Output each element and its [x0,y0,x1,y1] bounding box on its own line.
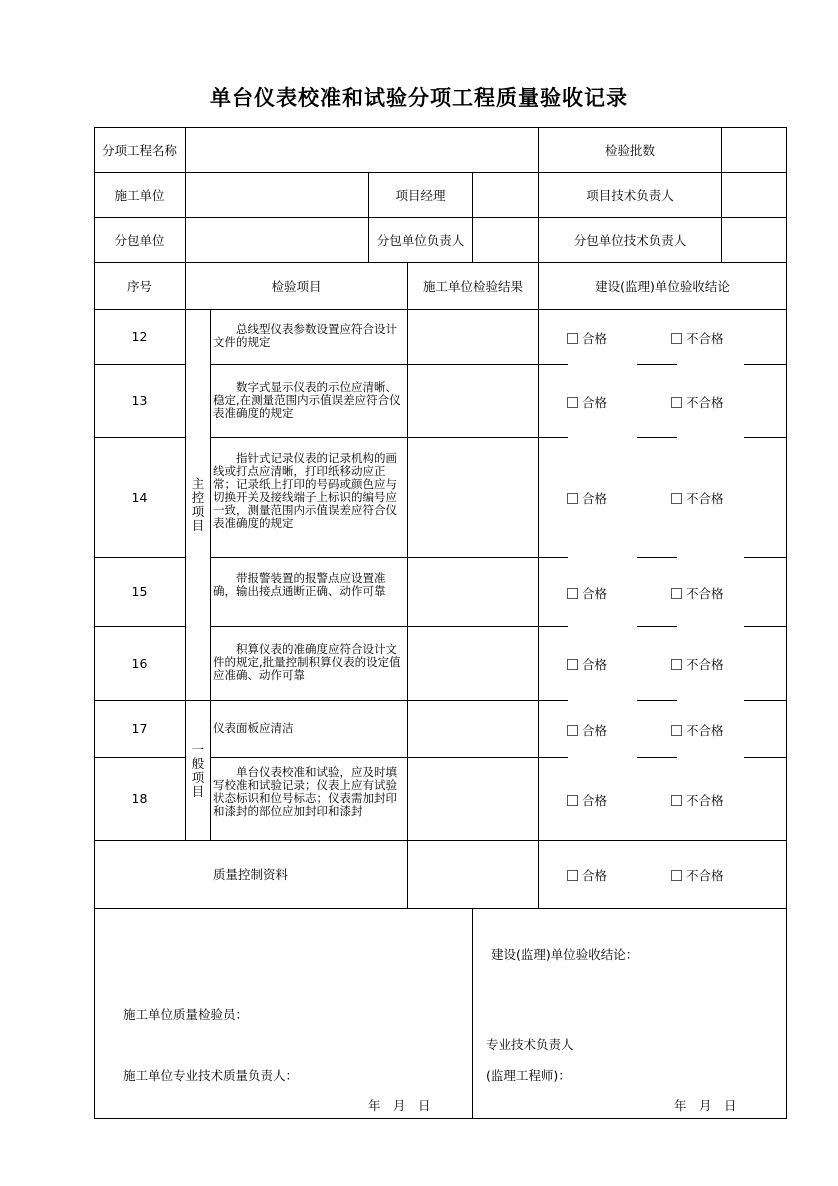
checkbox-box-icon [567,870,578,881]
subcontractor-label: 分包单位 [114,232,165,248]
checkbox-box-icon [671,870,682,881]
row-result-input[interactable] [408,309,538,364]
pass-label: 合格 [582,491,608,506]
checkbox-box-icon [671,333,682,344]
conclusion-divider [637,700,677,701]
quality-control-label: 质量控制资料 [212,867,288,882]
conclusion-divider [744,557,787,558]
subcontractor-value[interactable] [186,217,368,262]
checkbox-box-icon [671,397,682,408]
row-result-input[interactable] [408,757,538,840]
fail-label: 不合格 [686,868,724,883]
sub-project-name-label: 分项工程名称 [101,142,177,158]
checkbox-box-icon [671,588,682,599]
row-divider [94,908,787,909]
construction-unit-value[interactable] [186,172,368,217]
pass-checkbox[interactable] [567,721,607,739]
construction-unit-label: 施工单位 [114,187,165,203]
subcontractor-lead-label: 分包单位负责人 [376,232,465,248]
row-no: 14 [131,489,148,505]
project-tech-lead-label: 项目技术负责人 [586,187,674,203]
row-item-text: 单台仪表校准和试验，应及时填写校准和试验记录；仪表上应有试验状态标识和位号标志；仪表需加封印和漆封的部位应加封印和漆封 [213,765,397,818]
conclusion-divider [538,757,568,758]
construction-tech-lead-label: 施工单位专业技术质量负责人： [123,1068,299,1083]
supervisor-conclusion-label: 建设(监理)单位验收结论： [491,947,639,962]
row-no: 17 [131,721,148,736]
row-no: 13 [131,393,148,408]
row-item-text: 总线型仪表参数设置应符合设计文件的规定 [213,322,397,349]
checkbox-box-icon [567,659,578,670]
project-manager-value[interactable] [473,172,538,217]
pass-label: 合格 [582,657,608,672]
checkbox-box-icon [671,493,682,504]
subcontractor-lead-value[interactable] [473,217,538,262]
pass-checkbox[interactable] [567,791,607,809]
pass-label: 合格 [582,793,608,808]
pass-checkbox[interactable] [567,393,607,411]
conclusion-divider [538,364,568,365]
pass-label: 合格 [582,395,608,410]
conclusion-divider [637,437,677,438]
supervisor-engineer-label: (监理工程师)： [486,1068,571,1083]
project-manager-label: 项目经理 [395,187,446,203]
subcontractor-tech-lead-value[interactable] [722,217,786,262]
group-general-label: 一般项目 [191,742,205,799]
quality-control-result-input[interactable] [408,840,538,908]
row-item-text: 仪表面板应清洁 [213,721,294,735]
fail-checkbox[interactable] [671,655,724,673]
col-divider [210,309,211,840]
fail-label: 不合格 [686,793,724,808]
right-date: 年 月 日 [674,1098,737,1113]
row-no: 16 [131,655,148,671]
row-item-text: 带报警装置的报警点应设置准确，输出接点通断正确、动作可靠 [213,571,386,598]
row-item-text: 积算仪表的准确度应符合设计文件的规定,批量控制积算仪表的设定值应准确、动作可靠 [213,642,401,682]
fail-label: 不合格 [686,395,724,410]
acceptance-table [94,127,787,1119]
tech-lead-label: 专业技术负责人 [486,1037,574,1052]
checkbox-box-icon [567,333,578,344]
inspection-batch-label: 检验批数 [604,142,655,158]
checkbox-box-icon [671,659,682,670]
table-border-bottom [94,1118,787,1119]
pass-checkbox[interactable] [567,866,607,884]
pass-checkbox[interactable] [567,655,607,673]
row-result-input[interactable] [408,557,538,626]
conclusion-divider [637,757,677,758]
column-header-result: 施工单位检验结果 [422,278,523,294]
subcontractor-tech-lead-label: 分包单位技术负责人 [573,232,687,248]
row-result-input[interactable] [408,364,538,437]
pass-label: 合格 [582,586,608,601]
checkbox-box-icon [567,493,578,504]
fail-label: 不合格 [686,331,724,346]
inspection-batch-value[interactable] [722,127,786,172]
fail-checkbox[interactable] [671,721,724,739]
conclusion-divider [637,364,677,365]
fail-checkbox[interactable] [671,866,724,884]
pass-label: 合格 [582,868,608,883]
row-no: 12 [131,329,148,344]
conclusion-divider [538,557,568,558]
checkbox-box-icon [567,725,578,736]
checkbox-box-icon [567,588,578,599]
pass-checkbox[interactable] [567,489,607,507]
pass-checkbox[interactable] [567,584,607,602]
fail-checkbox[interactable] [671,329,724,347]
col-divider [472,908,473,1119]
col-divider [185,262,186,840]
pass-label: 合格 [582,723,608,738]
conclusion-divider [637,626,677,627]
fail-label: 不合格 [686,657,724,672]
row-no: 18 [131,791,148,806]
pass-checkbox[interactable] [567,329,607,347]
pass-label: 合格 [582,331,608,346]
conclusion-divider [637,557,677,558]
fail-checkbox[interactable] [671,584,724,602]
conclusion-divider [538,437,568,438]
left-date: 年 月 日 [368,1098,431,1113]
checkbox-box-icon [567,397,578,408]
fail-label: 不合格 [686,491,724,506]
conclusion-divider [538,626,568,627]
row-result-input[interactable] [408,700,538,757]
conclusion-divider [744,437,787,438]
checkbox-box-icon [671,795,682,806]
group-main-label: 主控项目 [191,476,205,533]
project-tech-lead-value[interactable] [722,172,786,217]
fail-label: 不合格 [686,586,724,601]
conclusion-divider [538,700,568,701]
row-result-input[interactable] [408,437,538,557]
conclusion-divider [744,626,787,627]
conclusion-divider [744,364,787,365]
row-result-input[interactable] [408,626,538,700]
conclusion-divider [744,700,787,701]
checkbox-box-icon [567,795,578,806]
conclusion-divider [744,757,787,758]
column-header-conclusion: 建设(监理)单位验收结论 [595,278,730,294]
construction-inspector-label: 施工单位质量检验员： [123,1007,249,1022]
fail-checkbox[interactable] [671,393,724,411]
column-header-item: 检验项目 [271,278,322,294]
sub-project-name-value[interactable] [186,127,538,172]
fail-checkbox[interactable] [671,489,724,507]
fail-label: 不合格 [686,723,724,738]
checkbox-box-icon [671,725,682,736]
row-item-text: 指针式记录仪表的记录机构的画线或打点应清晰，打印纸移动应正常；记录纸上打印的号码或颜色应与切换开关及接线端子上标识的编号应一致，测量范围内示值误差应符合仪表准确度的规定 [213,451,397,530]
fail-checkbox[interactable] [671,791,724,809]
table-border-right [786,127,787,1119]
form-title: 单台仪表校准和试验分项工程质量验收记录 [210,86,628,110]
row-item-text: 数字式显示仪表的示位应清晰、稳定,在测量范围内示值误差应符合仪表准确度的规定 [213,380,401,420]
row-no: 15 [131,584,148,599]
column-header-no: 序号 [126,278,152,294]
